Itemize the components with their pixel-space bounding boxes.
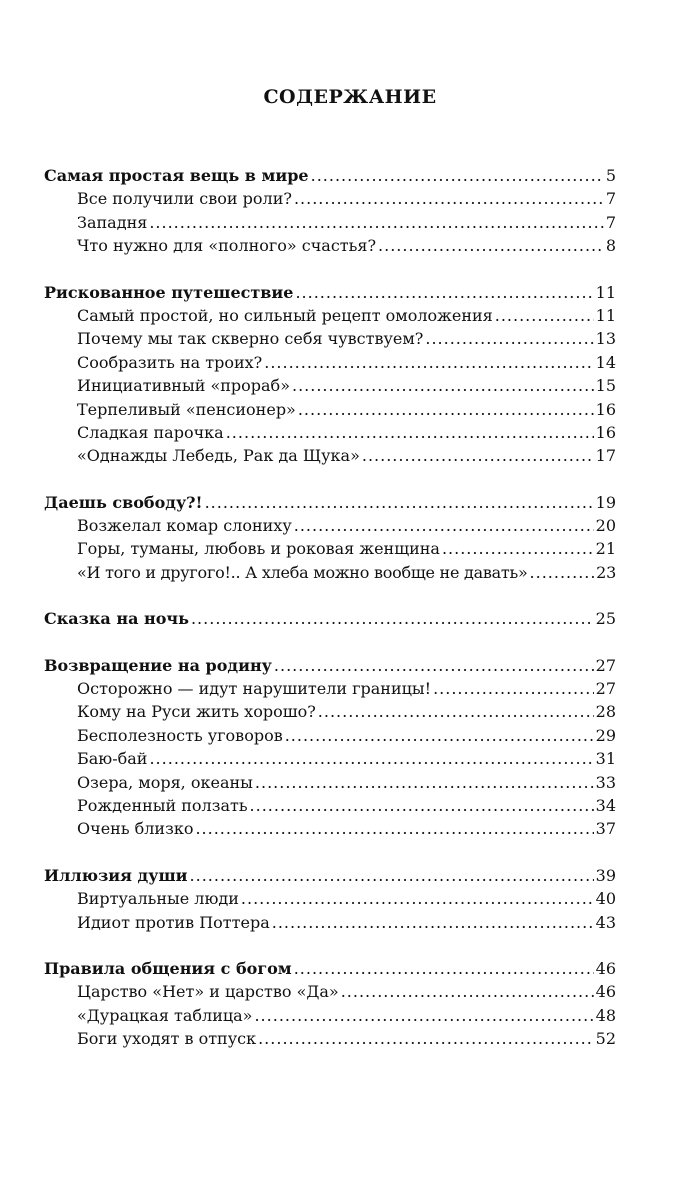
toc-subentry: [44, 327, 616, 350]
dot-leader: [378, 234, 604, 257]
dot-leader: [258, 1027, 594, 1050]
toc-heading: СОДЕРЖАНИЕ: [263, 86, 437, 108]
subsection-title: Царство «Нет» и царство «Да»: [77, 982, 339, 1002]
dot-leader: [292, 374, 594, 397]
page-number: 43: [595, 912, 616, 932]
subsection-title: Виртуальные люди: [77, 889, 239, 909]
toc-subentry: [44, 747, 616, 770]
dot-leader: [294, 957, 594, 980]
subsection-title: Самый простой, но сильный рецепт омоложения: [77, 305, 493, 325]
toc-chapter-entry: [44, 607, 616, 630]
dot-leader: [425, 327, 593, 350]
page-number: 21: [595, 539, 616, 559]
toc-chapter-entry: [44, 864, 616, 887]
dot-leader: [294, 514, 594, 537]
page-number: 15: [595, 376, 616, 396]
page-number: 19: [595, 492, 616, 512]
subsection-title: Рожденный ползать: [77, 795, 248, 815]
toc-subentry: [44, 398, 616, 421]
toc-subentry: [44, 700, 616, 723]
dot-leader: [205, 491, 594, 514]
toc-subentry: [44, 211, 616, 234]
page-number: 39: [595, 865, 616, 885]
page-number: 33: [595, 772, 616, 792]
subsection-title: Баю-бай: [77, 749, 148, 769]
toc-subentry: [44, 771, 616, 794]
subsection-title: Что нужно для «полного» счастья?: [77, 236, 377, 256]
dot-leader: [272, 911, 594, 934]
page-number: 20: [595, 516, 616, 536]
subsection-title: Очень близко: [77, 819, 194, 839]
toc-subentry: [44, 421, 616, 444]
subsection-title: «Однажды Лебедь, Рак да Щука»: [77, 446, 360, 466]
page-number: 16: [595, 422, 616, 442]
dot-leader: [298, 398, 594, 421]
subsection-title: Возжелал комар слониху: [77, 516, 292, 536]
dot-leader: [442, 537, 594, 560]
page-number: 27: [595, 679, 616, 699]
dot-leader: [241, 887, 594, 910]
page-number: 46: [595, 982, 616, 1002]
toc-subentry: [44, 1004, 616, 1027]
page-number: 14: [595, 352, 616, 372]
subsection-title: Идиот против Поттера: [77, 912, 270, 932]
subsection-title: Боги уходят в отпуск: [77, 1029, 257, 1049]
page-number: 52: [595, 1029, 616, 1049]
subsection-title: Западня: [77, 212, 148, 232]
page-number: 40: [595, 889, 616, 909]
toc-subentry: [44, 1027, 616, 1050]
page-number: 23: [596, 562, 616, 582]
dot-leader: [226, 421, 594, 444]
page-number: 11: [595, 305, 616, 325]
dot-leader: [318, 700, 594, 723]
page-number: 11: [595, 282, 616, 302]
dot-leader: [149, 747, 593, 770]
toc-chapter-entry: [44, 491, 616, 514]
chapter-title: Правила общения с богом: [44, 958, 292, 978]
toc-subentry: [44, 514, 616, 537]
subsection-title: Осторожно — идут нарушители границы!: [77, 679, 432, 699]
dot-leader: [274, 654, 594, 677]
chapter-title: Даешь свободу?!: [44, 492, 203, 512]
subsection-title: Горы, туманы, любовь и роковая женщина: [77, 539, 440, 559]
page-number: 29: [595, 725, 616, 745]
table-of-contents: [44, 164, 616, 1074]
dot-leader: [264, 351, 593, 374]
toc-subentry: [44, 187, 616, 210]
toc-subentry: [44, 911, 616, 934]
chapter-title: Возвращение на родину: [44, 655, 272, 675]
dot-leader: [530, 561, 595, 584]
toc-subentry: [44, 537, 616, 560]
page-number: 25: [595, 609, 616, 629]
dot-leader: [294, 187, 604, 210]
toc-subentry: [44, 887, 616, 910]
dot-leader: [255, 771, 594, 794]
page-number: 8: [605, 236, 616, 256]
page-number: 13: [595, 329, 616, 349]
page-number: 34: [595, 795, 616, 815]
toc-chapter-entry: [44, 281, 616, 304]
dot-leader: [341, 980, 594, 1003]
subsection-title: Озера, моря, океаны: [77, 772, 253, 792]
toc-chapter-entry: [44, 164, 616, 187]
subsection-title: Инициативный «прораб»: [77, 376, 290, 396]
toc-section: [44, 281, 616, 468]
toc-subentry: [44, 980, 616, 1003]
chapter-title: Сказка на ночь: [44, 609, 189, 629]
toc-subentry: [44, 351, 616, 374]
dot-leader: [495, 304, 594, 327]
chapter-title: Иллюзия души: [44, 865, 188, 885]
subsection-title: Сообразить на троих?: [77, 352, 263, 372]
page-number: 7: [605, 189, 616, 209]
dot-leader: [362, 444, 594, 467]
toc-subentry: [44, 817, 616, 840]
dot-leader: [195, 817, 593, 840]
page-number: 37: [595, 819, 616, 839]
dot-leader: [285, 724, 594, 747]
dot-leader: [191, 607, 594, 630]
dot-leader: [250, 794, 594, 817]
page-number: 7: [605, 212, 616, 232]
subsection-title: «И того и другого!.. А хлеба можно вообще не давать»: [77, 562, 528, 582]
toc-subentry: [44, 724, 616, 747]
toc-chapter-entry: [44, 957, 616, 980]
subsection-title: Кому на Руси жить хорошо?: [77, 702, 316, 722]
dot-leader: [190, 864, 594, 887]
toc-subentry: [44, 444, 616, 467]
toc-subentry: [44, 304, 616, 327]
page-number: 16: [595, 399, 616, 419]
toc-subentry: [44, 794, 616, 817]
page-number: 31: [595, 749, 616, 769]
page-number: 46: [595, 958, 616, 978]
toc-section: [44, 491, 616, 585]
dot-leader: [254, 1004, 593, 1027]
toc-section: [44, 957, 616, 1051]
toc-subentry: [44, 374, 616, 397]
subsection-title: Бесполезность уговоров: [77, 725, 283, 745]
page-number: 27: [595, 655, 616, 675]
toc-subentry: [44, 561, 616, 584]
toc-chapter-entry: [44, 654, 616, 677]
page-number: 17: [595, 446, 616, 466]
toc-section: [44, 164, 616, 258]
page-number: 5: [605, 166, 616, 185]
dot-leader: [433, 677, 594, 700]
chapter-title: Рискованное путешествие: [44, 282, 294, 302]
subsection-title: Терпеливый «пенсионер»: [77, 399, 296, 419]
subsection-title: «Дурацкая таблица»: [77, 1005, 253, 1025]
subsection-title: Все получили свои роли?: [77, 189, 292, 209]
subsection-title: Почему мы так скверно себя чувствуем?: [77, 329, 424, 349]
toc-subentry: [44, 234, 616, 257]
page-number: 48: [595, 1005, 616, 1025]
dot-leader: [311, 164, 604, 187]
page-number: 28: [595, 702, 616, 722]
dot-leader: [295, 281, 593, 304]
toc-section: [44, 607, 616, 630]
dot-leader: [149, 211, 603, 234]
chapter-title: Самая простая вещь в мире: [44, 166, 309, 185]
toc-section: [44, 864, 616, 934]
toc-section: [44, 654, 616, 841]
toc-subentry: [44, 677, 616, 700]
subsection-title: Сладкая парочка: [77, 422, 224, 442]
